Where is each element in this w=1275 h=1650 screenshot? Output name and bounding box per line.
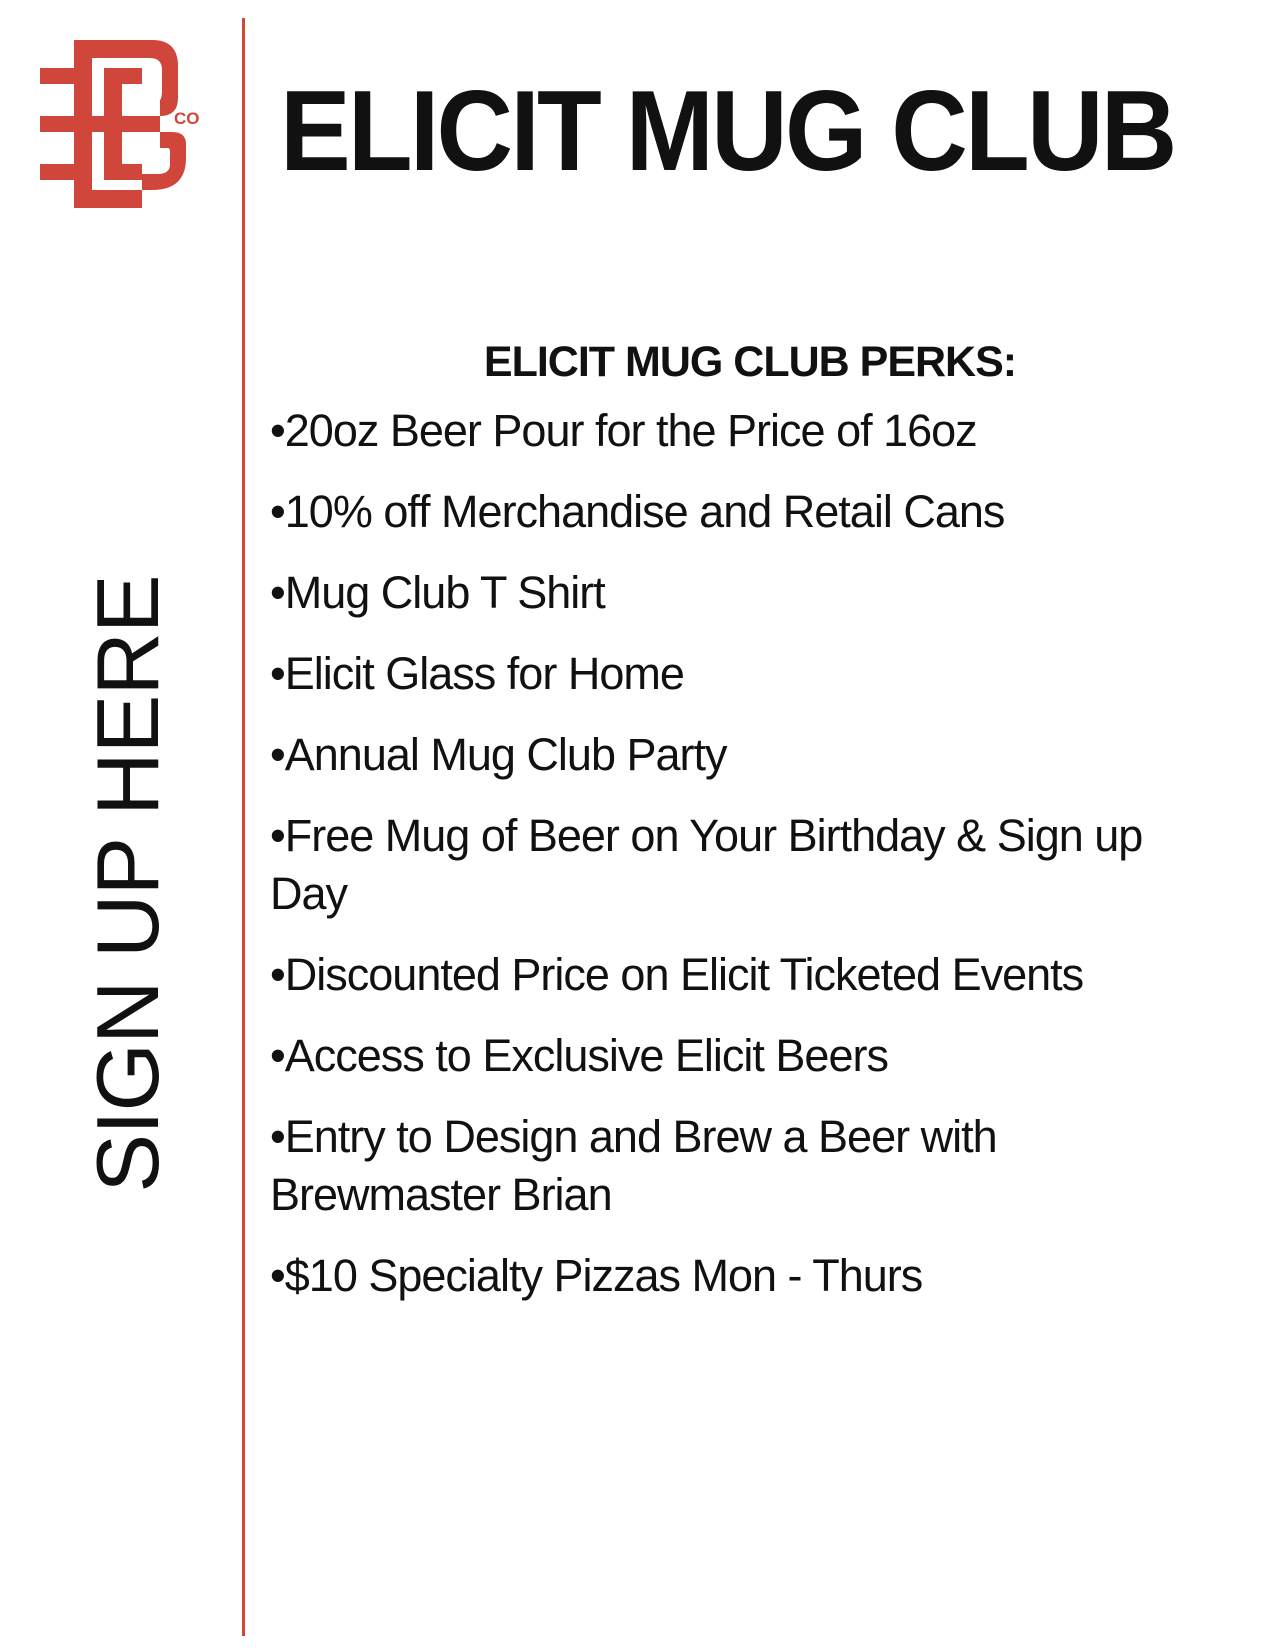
logo-co-text: CO bbox=[174, 109, 200, 128]
bullet-icon: • bbox=[270, 1250, 285, 1301]
bullet-icon: • bbox=[270, 1111, 285, 1162]
perks-heading: ELICIT MUG CLUB PERKS: bbox=[483, 338, 1017, 386]
list-item bbox=[270, 946, 1230, 1004]
list-item bbox=[270, 645, 1230, 703]
list-item bbox=[270, 1108, 1230, 1224]
bullet-icon: • bbox=[270, 1030, 285, 1081]
page-title: ELICIT MUG CLUB bbox=[280, 68, 1175, 195]
bullet-icon: • bbox=[270, 648, 285, 699]
list-item bbox=[270, 807, 1230, 923]
list-item bbox=[270, 402, 1230, 460]
perk-text: 20oz Beer Pour for the Price of 16oz bbox=[284, 405, 977, 456]
logo bbox=[40, 40, 210, 208]
perk-text: $10 Specialty Pizzas Mon - Thurs bbox=[284, 1250, 923, 1301]
bullet-icon: • bbox=[270, 567, 285, 618]
bullet-icon: • bbox=[270, 949, 285, 1000]
vertical-divider bbox=[242, 18, 245, 1636]
perks-list bbox=[270, 402, 1230, 1328]
list-item bbox=[270, 564, 1230, 622]
sign-up-side-text: SIGN UP HERE bbox=[78, 575, 177, 1193]
perk-text: 10% off Merchandise and Retail Cans bbox=[284, 486, 1005, 537]
list-item bbox=[270, 1247, 1230, 1305]
bullet-icon: • bbox=[270, 405, 285, 456]
bullet-icon: • bbox=[270, 486, 285, 537]
perk-text: Discounted Price on Elicit Ticketed Events bbox=[284, 949, 1084, 1000]
perk-text: Access to Exclusive Elicit Beers bbox=[284, 1030, 888, 1081]
perk-text: Mug Club T Shirt bbox=[284, 567, 605, 618]
perk-text: Annual Mug Club Party bbox=[284, 729, 727, 780]
list-item bbox=[270, 1027, 1230, 1085]
perk-text: Entry to Design and Brew a Beer with Brewmaster Brian bbox=[270, 1111, 997, 1220]
bullet-icon: • bbox=[270, 729, 285, 780]
list-item bbox=[270, 483, 1230, 541]
list-item bbox=[270, 726, 1230, 784]
perk-text: Elicit Glass for Home bbox=[284, 648, 684, 699]
bullet-icon: • bbox=[270, 810, 285, 861]
perk-text: Free Mug of Beer on Your Birthday & Sign up Day bbox=[270, 810, 1143, 919]
